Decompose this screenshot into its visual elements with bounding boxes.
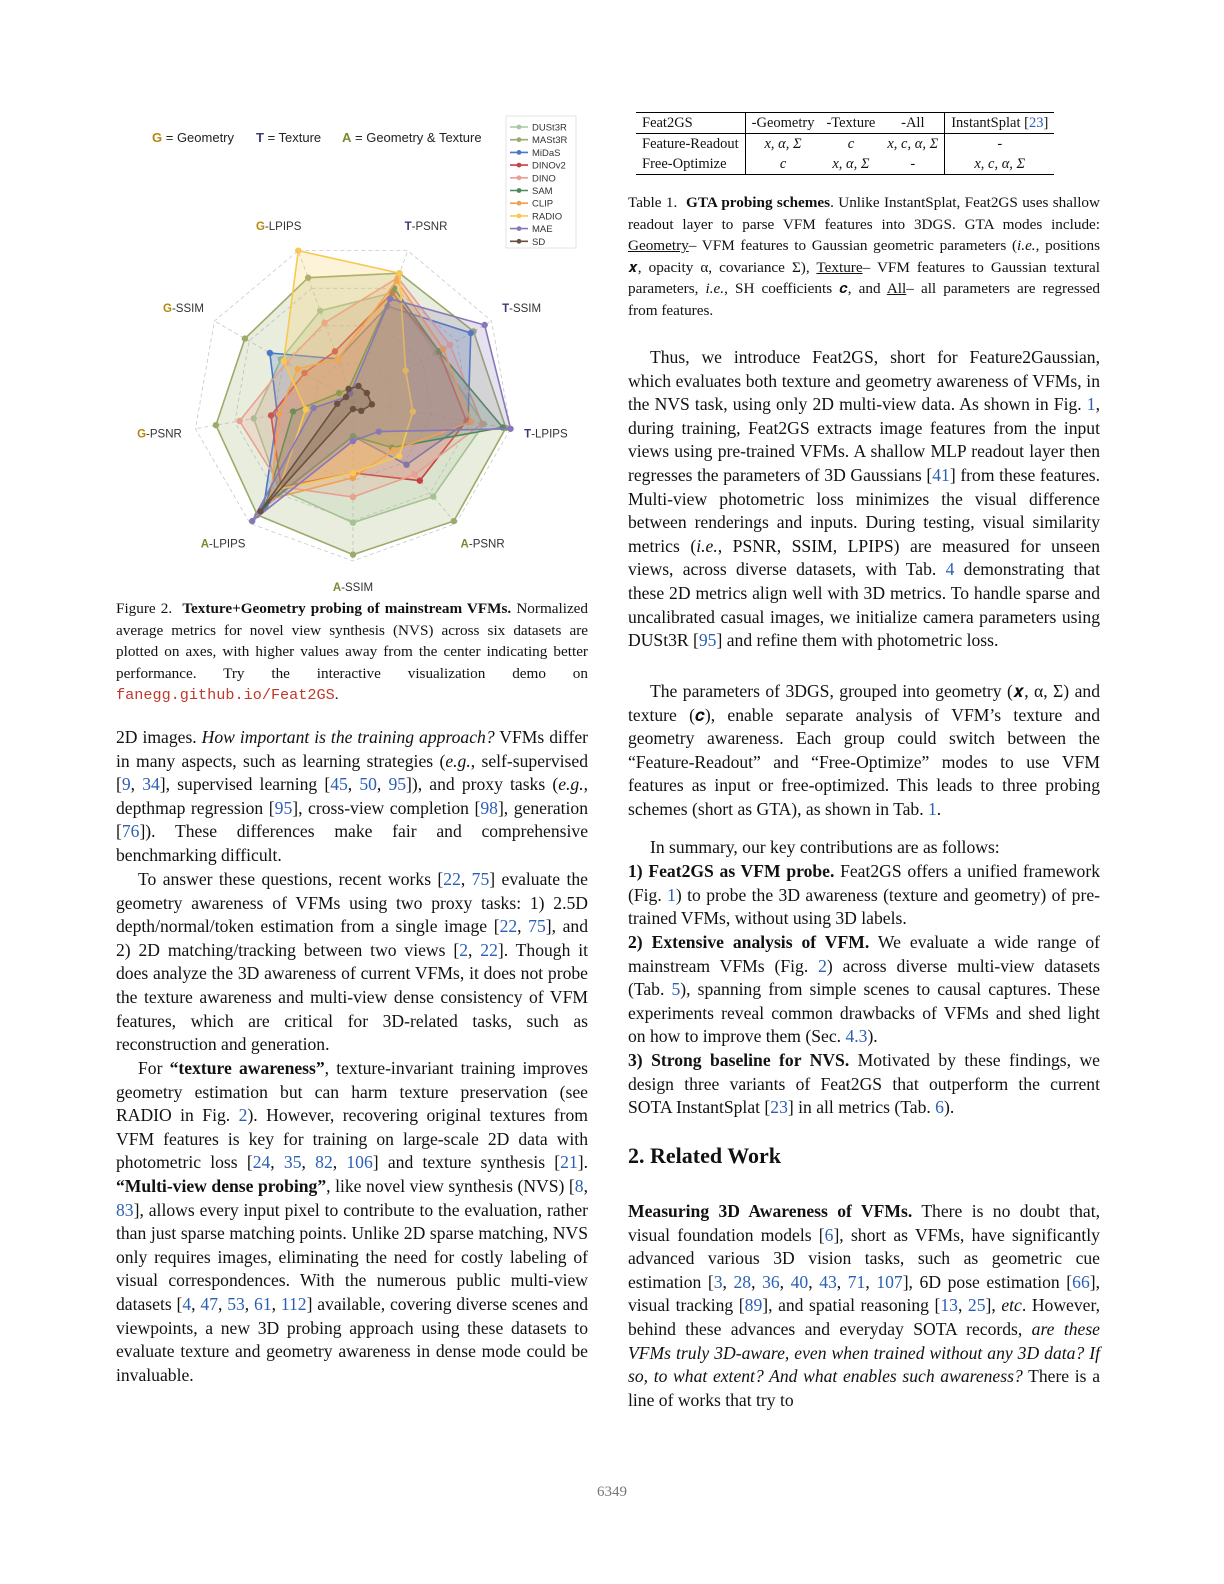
table-header-cell: -Geometry [745, 113, 820, 134]
citation[interactable]: 9 [121, 774, 131, 795]
page-number: 6349 [597, 1484, 627, 1500]
legend-label: DUSt3R [532, 122, 567, 134]
data-point [507, 426, 513, 432]
contribution-1: 1) Feat2GS as VFM probe. Feat2GS offers a unified framework (Fig. 1) to probe the 3D awareness (texture and geometry) of pre-trained VFMs, without using 3D labels. [628, 861, 1100, 929]
table-reference[interactable]: 1 [928, 798, 937, 819]
data-point [412, 471, 418, 477]
citation[interactable]: 61 [254, 1293, 272, 1314]
figure-reference[interactable]: 2 [818, 955, 827, 976]
svg-text:G = Geometry [152, 130, 235, 145]
axis-label: G-SSIM [163, 303, 204, 315]
legend-marker [517, 226, 522, 231]
axis-label: T-LPIPS [524, 428, 568, 441]
table-cell: c [847, 136, 855, 152]
paragraph-texture-awareness: For “texture awareness”, texture-invariant training improves geometry estimation but can harm texture preservation (see RADIO in Fig. 2). However, recovering original textures from VFM features is key for training on large-scale 2D data with photometric loss [24, 35, 82, 106] and texture synthesis [21]. “Multi-view dense probing”, like novel view synthesis (NVS) [8, 83], allows every input pixel to contribute to the evaluation, rather than just sparse matching points. Unlike 2D sparse matching, NVS only requires images, eliminating the need for costly labeling of visual correspondences. With the numerous public multi-view datasets [4, 47, 53, 61, 112] available, covering diverse scenes and viewpoints, a new 3D probing approach using these datasets to evaluate texture and geometry awareness in dense mode could be invaluable. [116, 1058, 589, 1385]
data-point [295, 247, 301, 253]
citation[interactable]: 47 [200, 1293, 218, 1314]
citation[interactable]: 75 [528, 916, 546, 937]
table-cell: x, α, Σ [764, 136, 802, 152]
citation[interactable]: 22 [499, 916, 518, 937]
legend-marker [517, 175, 522, 180]
data-point [334, 401, 340, 407]
table-cell: - [997, 136, 1003, 152]
series-legend [506, 116, 576, 248]
legend-t-text: = Texture [263, 130, 322, 145]
data-point [396, 453, 402, 459]
citation[interactable]: 43 [819, 1271, 837, 1292]
citation[interactable]: 82 [315, 1152, 333, 1173]
citation[interactable]: 34 [142, 774, 160, 795]
citation[interactable]: 35 [283, 1152, 302, 1173]
section-heading: 2. Related Work [628, 1143, 781, 1168]
citation[interactable]: 22 [480, 939, 498, 960]
table-row [636, 134, 1054, 155]
citation[interactable]: 66 [1072, 1271, 1090, 1292]
citation[interactable]: 45 [330, 774, 348, 795]
table-reference[interactable]: 5 [671, 979, 681, 1000]
data-point [257, 508, 263, 514]
axis-label: T-PSNR [404, 221, 448, 234]
legend-marker [517, 150, 522, 155]
legend-label: SAM [532, 186, 553, 197]
citation[interactable]: 76 [121, 821, 140, 842]
table-header-cell: Feat2GS [636, 113, 745, 134]
citation[interactable]: 95 [698, 630, 717, 651]
data-point [345, 386, 351, 392]
citation[interactable]: 107 [876, 1271, 903, 1292]
citation[interactable]: 83 [116, 1199, 134, 1220]
axis-label: A-LPIPS [200, 538, 246, 551]
table-header-cell: -All [881, 113, 944, 134]
citation[interactable]: 6 [824, 1224, 834, 1245]
legend-marker [517, 239, 522, 244]
citation[interactable]: 23 [1028, 115, 1044, 131]
citation[interactable]: 13 [940, 1295, 958, 1316]
data-point [355, 383, 361, 389]
legend-label: DINO [532, 173, 556, 185]
data-point [303, 406, 309, 412]
data-point [376, 428, 382, 434]
data-point [350, 470, 356, 476]
table-reference[interactable]: 4 [945, 559, 955, 580]
legend-label: MASt3R [532, 135, 568, 147]
citation[interactable]: 40 [790, 1271, 809, 1292]
figure-caption-label: Figure 2. [116, 600, 173, 617]
citation[interactable]: 112 [280, 1293, 307, 1314]
citation[interactable]: 2 [459, 939, 468, 960]
table-cell: Feature-Readout [636, 134, 745, 155]
contribution-2: 2) Extensive analysis of VFM. We evaluate a wide range of mainstream VFMs (Fig. 2) across diverse multi-view datasets (Tab. 5), spanning from simple scenes to causal captures. These experiments reveal common drawbacks of VFMs and shed light on how to improve them (Sec. 4.3). [628, 932, 1101, 1047]
citation[interactable]: 95 [274, 797, 293, 818]
data-point [276, 411, 282, 417]
legend-marker [517, 163, 522, 168]
data-point [358, 408, 364, 414]
citation[interactable]: 25 [967, 1295, 986, 1316]
legend-a-text: = Geometry & Texture [351, 130, 482, 145]
citation[interactable]: 21 [560, 1152, 578, 1173]
table-cell: x, α, Σ [820, 154, 881, 175]
data-point [350, 551, 356, 557]
svg-text:A = Geometry & Texture [342, 130, 482, 145]
citation[interactable]: 71 [847, 1271, 866, 1292]
axis-label: A-PSNR [460, 538, 505, 551]
data-point [236, 418, 242, 424]
figure-caption-title: Texture+Geometry probing of mainstream VFMs. [182, 600, 512, 617]
citation[interactable]: 95 [388, 774, 407, 795]
axis-label: T-SSIM [502, 303, 542, 315]
table-cell: x, c, α, Σ [881, 134, 944, 155]
table-reference[interactable]: 6 [935, 1097, 944, 1118]
data-point [396, 270, 402, 276]
citation[interactable]: 98 [480, 797, 498, 818]
legend-marker [517, 188, 522, 193]
citation[interactable]: 106 [346, 1152, 373, 1173]
legend-label: MiDaS [532, 147, 561, 159]
table-header-row [636, 113, 1054, 134]
citation[interactable]: 36 [762, 1271, 780, 1292]
figure-caption-body: Normalized average metrics for novel view synthesis (NVS) across six datasets are plotted on axes, with higher values away from the center indicating better performance. Try the interactive visualization demo on [116, 600, 589, 682]
contribution-3: 3) Strong baseline for NVS. Motivated by these findings, we design three variants of Feat2GS that outperform the current SOTA InstantSplat [23] in all metrics (Tab. 6). [628, 1050, 1100, 1118]
data-point [281, 358, 287, 364]
data-point [343, 394, 349, 400]
citation[interactable]: 53 [227, 1293, 245, 1314]
figure-2-caption: Figure 2. Texture+Geometry probing of mainstream VFMs. Normalized average metrics for novel view synthesis (NVS) across six datasets are plotted on axes, with higher values away from the center indicating better performance. Try the interactive visualization demo on fanegg.github.io/Feat2GS. [116, 600, 589, 705]
figure-reference[interactable]: 2 [238, 1105, 248, 1126]
figure-reference[interactable]: 1 [1086, 394, 1096, 415]
table-header-cell: InstantSplat [23] [945, 113, 1055, 134]
paragraph-recent-works: To answer these questions, recent works [22, 75] evaluate the geometry awareness of VFMs using two proxy tasks: 1) 2.5D depth/normal/token estimation from a single image [22, 75], and 2) 2D matching/tracking between two views [2, 22]. Though it does analyze the 3D awareness of current VFMs, it does not probe the texture awareness and multi-view dense consistency of VFM features, which are critical for 3D-related tasks, such as reconstruction and generation. [116, 869, 589, 1055]
paragraph-summary: In summary, our key contributions are as follows: [650, 837, 1000, 857]
data-point [350, 494, 356, 500]
table-1 [636, 112, 1054, 175]
citation[interactable]: 24 [252, 1152, 271, 1173]
data-point [369, 401, 375, 407]
axis-label: G-PSNR [137, 428, 182, 441]
data-point [267, 350, 273, 356]
legend-label: MAE [532, 224, 553, 236]
data-point [242, 335, 248, 341]
svg-text:T = Texture [256, 130, 321, 145]
legend-a-key: A [342, 130, 352, 145]
citation[interactable]: 3 [713, 1271, 723, 1292]
legend-label: DINOv2 [532, 160, 566, 172]
citation[interactable]: 22 [443, 869, 461, 889]
table-cell: - [881, 154, 944, 175]
legend-marker [517, 125, 522, 130]
paragraph-3dgs-params: The parameters of 3DGS, grouped into geometry (𝒙, α, Σ) and texture (𝒄), enable separate analysis of VFM’s texture and geometry awareness. Each group could switch between the “Feature-Readout” and “Free-Optimize” modes to use VFM features as input or free-optimized. This leads to three probing schemes (short as GTA), as shown in Tab. 1. [628, 681, 1100, 819]
citation[interactable]: 50 [359, 774, 377, 795]
legend-marker [517, 201, 522, 206]
legend-label: SD [532, 236, 546, 248]
demo-link[interactable]: fanegg.github.io/Feat2GS [116, 686, 335, 705]
legend-label: RADIO [532, 211, 563, 223]
data-point [364, 390, 370, 396]
paragraph-training-approach: 2D images. How important is the training approach? VFMs differ in many aspects, such as learning strategies (e.g., self-supervised [9, 34], supervised learning [45, 50, 95]), and proxy tasks (e.g., depthmap regression [95], cross-view completion [98], generation [76]). These differences make fair and comprehensive benchmarking difficult. [116, 727, 589, 865]
data-point [350, 406, 356, 412]
legend-marker [517, 137, 522, 142]
legend-t-key: T [256, 130, 264, 145]
legend-marker [517, 214, 522, 219]
legend-label: CLIP [532, 198, 554, 210]
figure-2-radar-chart [110, 108, 590, 594]
table-row [636, 154, 1054, 175]
citation[interactable]: 23 [770, 1097, 788, 1118]
paragraph-related-work: Measuring 3D Awareness of VFMs. There is no doubt that, visual foundation models [6], short as VFMs, have significantly advanced various 3D vision tasks, such as geometric cue estimation [3, 28, 36, 40, 43, 71, 107], 6D pose estimation [66], visual tracking [89], and spatial reasoning [13, 25], etc. However, behind these advances and everyday SOTA records, are these VFMs truly 3D-aware, even when trained without any 3D data? If so, to what extent? And what enables such awareness? There is a line of works that try to [628, 1201, 1101, 1410]
data-point [350, 438, 356, 444]
radar-series [213, 247, 514, 557]
legend-g-text: = Geometry [162, 130, 235, 145]
data-point [387, 296, 393, 302]
table-cell: x, c, α, Σ [945, 154, 1055, 175]
citation[interactable]: 28 [733, 1271, 752, 1292]
data-point [310, 405, 316, 411]
axis-label: A-SSIM [332, 582, 374, 594]
axis-label: G-LPIPS [255, 221, 302, 234]
citation[interactable]: 41 [932, 464, 950, 485]
data-point [213, 422, 219, 428]
table-1-caption: Table 1. GTA probing schemes. Unlike InstantSplat, Feat2GS uses shallow readout layer to parse VFM features into 3DGS. GTA modes include: Geometry– VFM features to Gaussian geometric parameters (i.e., positions 𝒙, opacity α, covariance Σ), Texture– VFM features to Gaussian textural parameters, i.e., SH coefficients 𝒄, and All– all parameters are regressed from features. [628, 194, 1100, 319]
top-legend [152, 130, 482, 145]
data-point [417, 477, 423, 483]
data-point [481, 322, 487, 328]
table-cell: c [745, 154, 820, 175]
figure-reference[interactable]: 1 [667, 884, 676, 905]
legend-g-key: G [152, 130, 163, 145]
citation[interactable]: 89 [744, 1295, 763, 1316]
table-header-cell: -Texture [820, 113, 881, 134]
data-point [451, 518, 457, 524]
citation[interactable]: 75 [471, 869, 490, 889]
table-cell: Free-Optimize [636, 154, 745, 175]
citation[interactable]: 4 [182, 1293, 192, 1314]
section-reference[interactable]: 4.3 [845, 1026, 868, 1047]
paragraph-feat2gs-intro: Thus, we introduce Feat2GS, short for Feature2Gaussian, which evaluates both texture and geometry awareness of VFMs, in the NVS task, using only 2D multi-view data. As shown in Fig. 1, during training, Feat2GS extracts image features from the input views using pre-trained VFMs. A shallow MLP readout layer then regresses the parameters of 3D Gaussians [41] from these features. Multi-view photometric loss minimizes the visual difference between renderings and inputs. During testing, visual similarity metrics (i.e., PSNR, SSIM, LPIPS) are measured for unseen views, across diverse datasets, with Tab. 4 demonstrating that these 2D metrics align well with 3D metrics. To handle sparse and uncalibrated casual images, we initialize camera parameters using DUSt3R [95] and refine them with photometric loss. [628, 347, 1100, 651]
data-point [249, 518, 255, 524]
citation[interactable]: 8 [574, 1175, 584, 1196]
